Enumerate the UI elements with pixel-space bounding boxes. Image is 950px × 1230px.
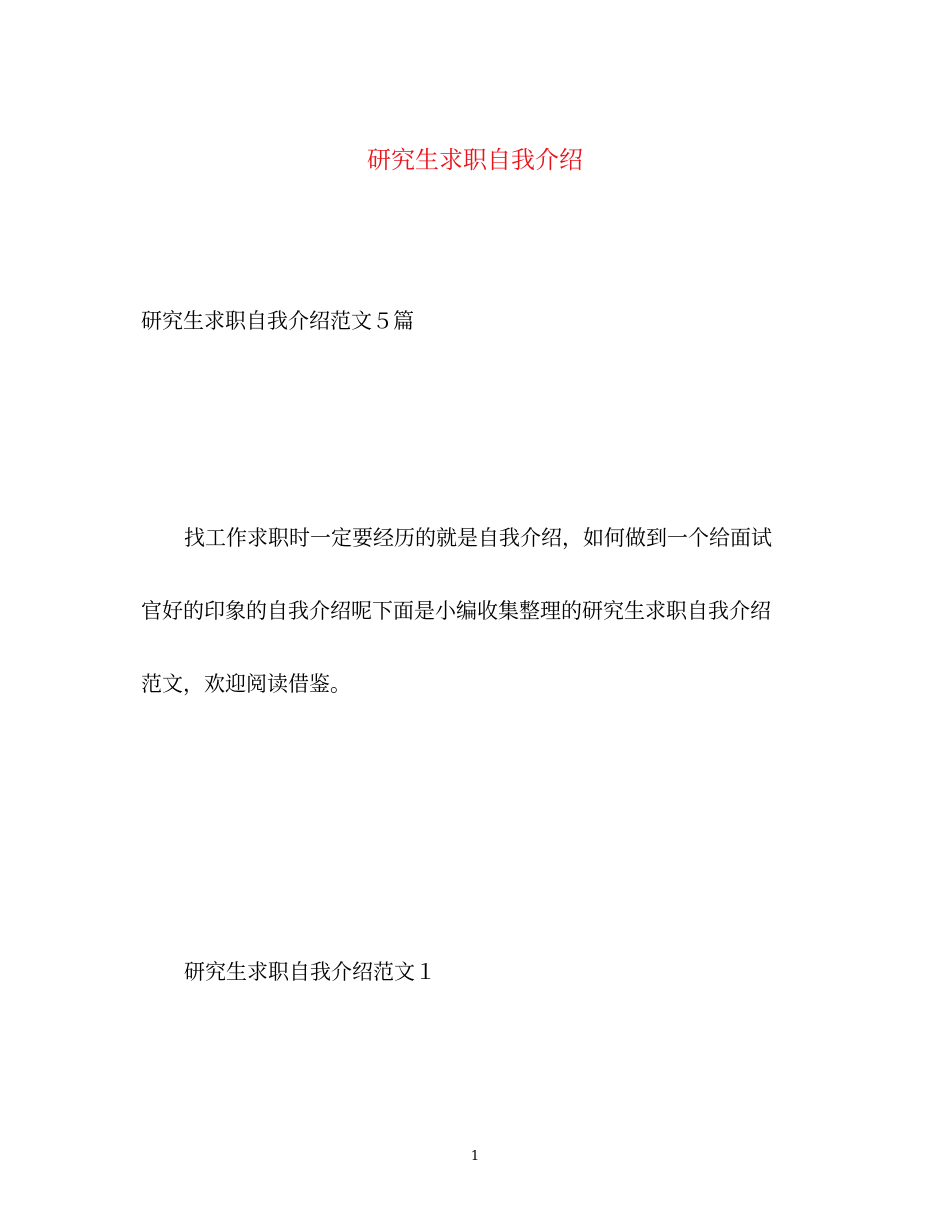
intro-line-2: 官好的印象的自我介绍呢下面是小编收集整理的研究生求职自我介绍 [141,599,771,623]
intro-line-3: 范文，欢迎阅读借鉴。 [141,672,351,696]
document-subtitle: 研究生求职自我介绍范文５篇 [141,309,414,333]
page-number: 1 [470,1149,480,1164]
intro-paragraph [141,519,801,703]
section-heading: 研究生求职自我介绍范文１ [184,960,436,984]
document-title: 研究生求职自我介绍 [367,146,583,174]
intro-line-1: 找工作求职时一定要经历的就是自我介绍，如何做到一个给面试 [184,526,772,550]
